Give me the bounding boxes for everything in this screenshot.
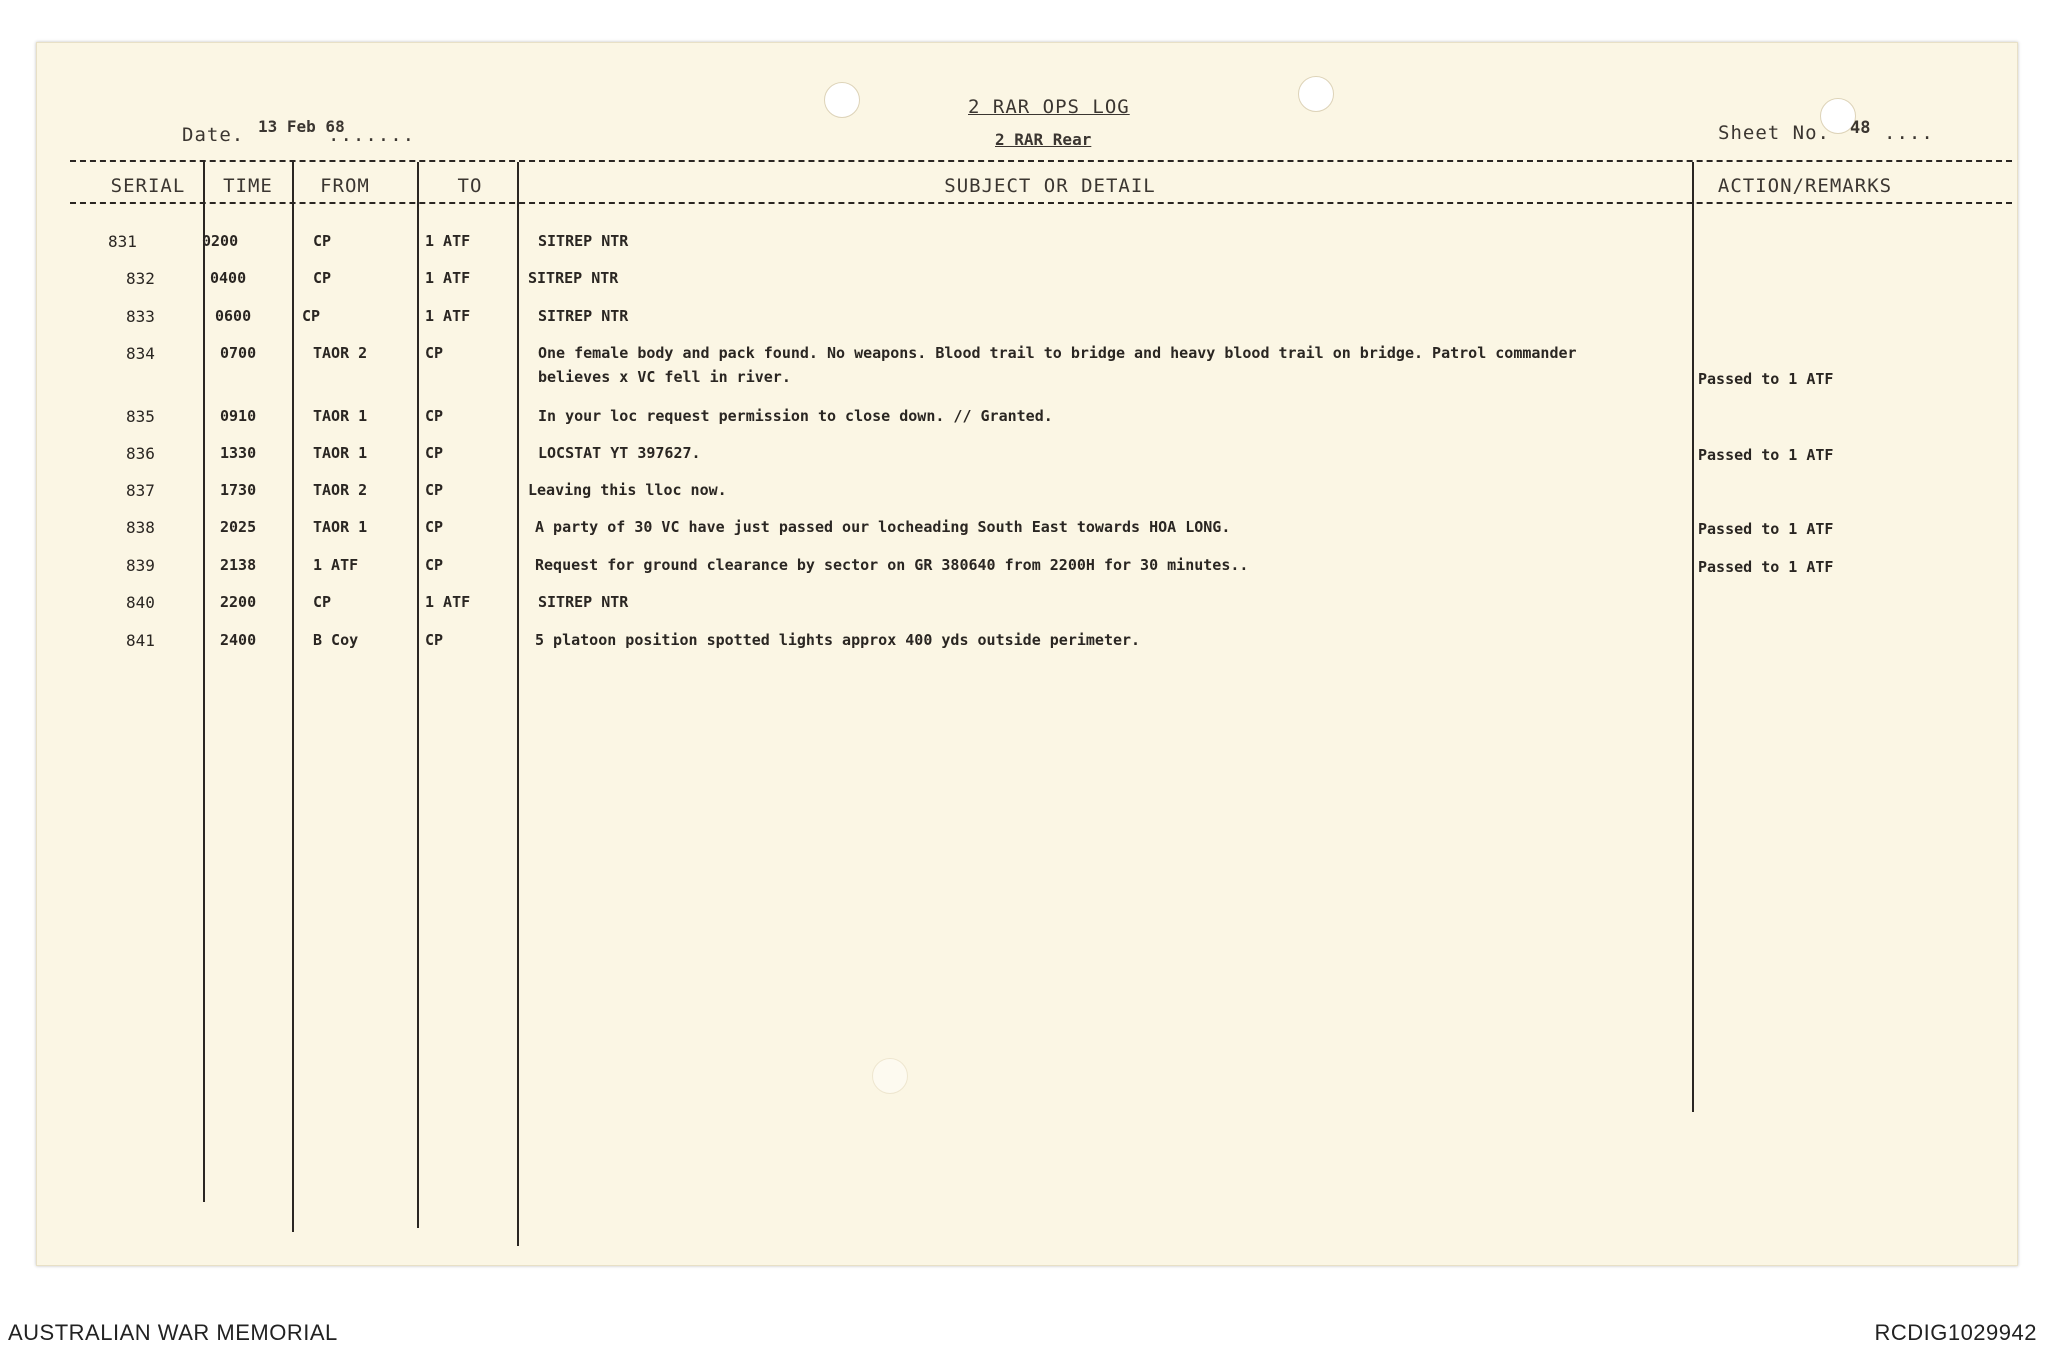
entry-detail: SITREP NTR <box>538 307 629 325</box>
sheet-number: 48 <box>1850 118 1871 138</box>
entry-to: 1 ATF <box>425 593 471 611</box>
sheet-dots: .... <box>1884 122 1934 144</box>
entry-to: CP <box>425 344 444 362</box>
entry-to: 1 ATF <box>425 307 471 325</box>
entry-serial: 840 <box>126 593 155 612</box>
entry-remarks: Passed to 1 ATF <box>1698 370 1834 388</box>
entry-from: TAOR 2 <box>313 344 368 362</box>
entry-time: 2200 <box>220 593 257 611</box>
column-header-to: TO <box>457 175 483 197</box>
header-rule-bottom <box>70 202 2012 204</box>
entry-time: 1330 <box>220 444 257 462</box>
entry-remarks: Passed to 1 ATF <box>1698 558 1834 576</box>
entry-from: TAOR 1 <box>313 444 368 462</box>
punch-hole <box>872 1058 908 1094</box>
date-value: 13 Feb 68 <box>258 117 345 136</box>
entry-to: CP <box>425 481 444 499</box>
entry-time: 0400 <box>210 269 247 287</box>
entry-detail: One female body and pack found. No weapons. Blood trail to bridge and heavy blood trail on bridge. Patrol commander <box>538 344 1577 362</box>
log-subtitle: 2 RAR Rear <box>995 130 1092 149</box>
entry-to: CP <box>425 631 444 649</box>
punch-hole <box>824 82 860 118</box>
entry-remarks: Passed to 1 ATF <box>1698 520 1834 538</box>
entry-detail: SITREP NTR <box>538 232 629 250</box>
entry-serial: 841 <box>126 631 155 650</box>
header-rule-top <box>70 160 2012 162</box>
entry-time: 2138 <box>220 556 257 574</box>
date-dots: ....... <box>328 124 416 146</box>
footer-credit: AUSTRALIAN WAR MEMORIAL <box>8 1320 338 1345</box>
column-header-serial: SERIAL <box>110 175 186 197</box>
entry-serial: 835 <box>126 407 155 426</box>
entry-from: CP <box>313 232 332 250</box>
punch-hole <box>1298 76 1334 112</box>
entry-detail: Leaving this lloc now. <box>528 481 727 499</box>
entry-time: 0700 <box>220 344 257 362</box>
column-header-from: FROM <box>320 175 370 197</box>
entry-detail: A party of 30 VC have just passed our locheading South East towards HOA LONG. <box>535 518 1231 536</box>
entry-serial: 837 <box>126 481 155 500</box>
entry-to: CP <box>425 407 444 425</box>
entry-time: 0600 <box>215 307 252 325</box>
column-divider <box>203 162 205 1202</box>
column-header-time: TIME <box>223 175 273 197</box>
entry-to: CP <box>425 556 444 574</box>
entry-serial: 834 <box>126 344 155 363</box>
entry-from: TAOR 1 <box>313 518 368 536</box>
entry-from: B Coy <box>313 631 359 649</box>
entry-time: 2400 <box>220 631 257 649</box>
column-divider <box>1692 162 1694 1112</box>
entry-to: CP <box>425 518 444 536</box>
entry-detail-continued: believes x VC fell in river. <box>538 368 791 386</box>
sheet-label: Sheet No. <box>1718 122 1830 144</box>
footer-id: RCDIG1029942 <box>1874 1320 2037 1345</box>
entry-to: CP <box>425 444 444 462</box>
column-divider <box>292 162 294 1232</box>
entry-detail: SITREP NTR <box>528 269 619 287</box>
entry-to: 1 ATF <box>425 269 471 287</box>
date-label: Date. <box>182 124 245 146</box>
entry-serial: 836 <box>126 444 155 463</box>
entry-remarks: Passed to 1 ATF <box>1698 446 1834 464</box>
entry-detail: 5 platoon position spotted lights approx 400 yds outside perimeter. <box>535 631 1141 649</box>
column-header-subject: SUBJECT OR DETAIL <box>944 175 1156 197</box>
entry-serial: 833 <box>126 307 155 326</box>
entry-serial: 831 <box>108 232 137 251</box>
entry-from: TAOR 1 <box>313 407 368 425</box>
entry-from: CP <box>302 307 321 325</box>
entry-from: 1 ATF <box>313 556 359 574</box>
column-divider <box>417 162 419 1228</box>
log-title: 2 RAR OPS LOG <box>968 96 1130 118</box>
entry-detail: Request for ground clearance by sector on GR 380640 from 2200H for 30 minutes.. <box>535 556 1249 574</box>
entry-serial: 838 <box>126 518 155 537</box>
entry-time: 1730 <box>220 481 257 499</box>
entry-serial: 832 <box>126 269 155 288</box>
column-header-action: ACTION/REMARKS <box>1717 175 1893 197</box>
entry-time: 0910 <box>220 407 257 425</box>
entry-time: 2025 <box>220 518 257 536</box>
entry-detail: SITREP NTR <box>538 593 629 611</box>
entry-detail: In your loc request permission to close down. // Granted. <box>538 407 1053 425</box>
entry-serial: 839 <box>126 556 155 575</box>
entry-from: TAOR 2 <box>313 481 368 499</box>
log-sheet <box>36 42 2018 1266</box>
entry-time: 0200 <box>202 232 239 250</box>
column-divider <box>517 162 519 1246</box>
entry-detail: LOCSTAT YT 397627. <box>538 444 701 462</box>
entry-from: CP <box>313 269 332 287</box>
entry-from: CP <box>313 593 332 611</box>
entry-to: 1 ATF <box>425 232 471 250</box>
